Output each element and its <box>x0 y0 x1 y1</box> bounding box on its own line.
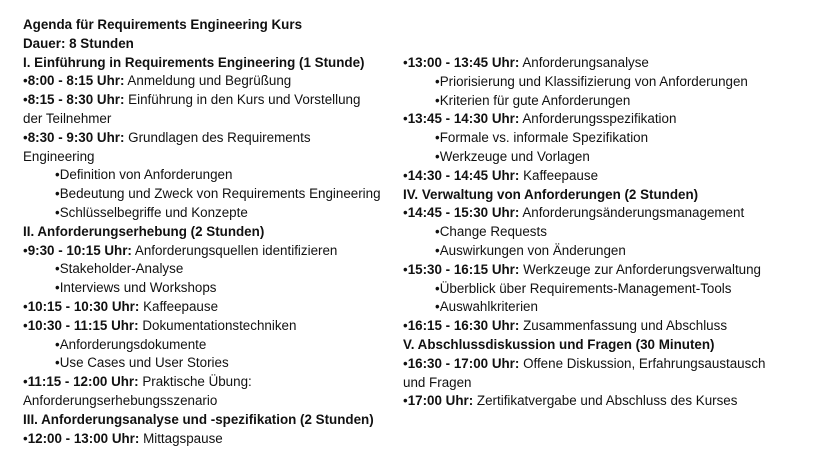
agenda-description: Dokumentationstechniken <box>138 317 297 333</box>
agenda-description: Werkzeuge zur Anforderungsverwaltung <box>519 261 762 277</box>
agenda-item <box>23 242 401 261</box>
agenda-time: 8:15 - 8:30 Uhr: <box>27 92 125 108</box>
agenda-item <box>403 317 807 336</box>
agenda-description: Kaffeepause <box>519 167 599 183</box>
agenda-subitem-text: Use Cases und User Stories <box>59 355 229 371</box>
agenda-subitem-text: Auswirkungen von Änderungen <box>439 242 626 258</box>
agenda-subitem-text: Werkzeuge und Vorlagen <box>439 148 590 164</box>
agenda-continuation: der Teilnehmer <box>23 110 112 126</box>
agenda-item <box>403 355 807 374</box>
agenda-time: 8:00 - 8:15 Uhr: <box>27 73 125 89</box>
agenda-subitem-text: Kriterien für gute Anforderungen <box>439 92 631 108</box>
agenda-item <box>23 298 401 317</box>
agenda-subitem-text: Definition von Anforderungen <box>59 167 233 183</box>
agenda-subitem-text: Stakeholder-Analyse <box>59 261 184 277</box>
agenda-subitem-text: Auswahlkriterien <box>439 299 538 315</box>
agenda-description: Kaffeepause <box>139 298 219 314</box>
agenda-time: 11:15 - 12:00 Uhr: <box>27 374 139 390</box>
agenda-description: Zusammenfassung und Abschluss <box>519 318 728 334</box>
agenda-item <box>403 392 807 411</box>
agenda-continuation: Engineering <box>23 148 95 164</box>
agenda-time: 14:45 - 15:30 Uhr: <box>407 205 520 221</box>
agenda-item <box>403 204 807 223</box>
agenda-continuation: und Fragen <box>403 374 472 390</box>
agenda-subitem <box>23 354 401 373</box>
agenda-description: Offene Diskussion, Erfahrungsaustausch <box>519 355 766 371</box>
agenda-time: 17:00 Uhr: <box>407 393 474 409</box>
agenda-subitem <box>403 242 807 261</box>
left-column <box>23 16 401 448</box>
agenda-description: Anmeldung und Begrüßung <box>124 73 292 89</box>
agenda-subitem <box>403 148 807 167</box>
agenda-subitem <box>403 129 807 148</box>
agenda-description: Grundlagen des Requirements <box>124 129 311 145</box>
section-heading: I. Einführung in Requirements Engineering (1 Stunde) <box>23 54 365 70</box>
agenda-subitem <box>23 336 401 355</box>
agenda-time: 8:30 - 9:30 Uhr: <box>27 129 125 145</box>
agenda-description: Zertifikatvergabe und Abschluss des Kurses <box>473 393 738 409</box>
right-column <box>403 54 807 411</box>
agenda-time: 9:30 - 10:15 Uhr: <box>27 242 132 258</box>
agenda-description: Einführung in den Kurs und Vorstellung <box>124 92 361 108</box>
agenda-time: 10:30 - 11:15 Uhr: <box>27 317 139 333</box>
agenda-time: 15:30 - 16:15 Uhr: <box>407 261 520 277</box>
agenda-subitem-text: Überblick über Requirements-Management-Tools <box>439 280 732 296</box>
agenda-item <box>23 129 401 148</box>
agenda-subitem <box>403 280 807 299</box>
agenda-subitem-text: Change Requests <box>439 224 547 240</box>
agenda-subitem <box>23 279 401 298</box>
agenda-item <box>23 91 401 110</box>
agenda-description: Mittagspause <box>139 430 223 446</box>
agenda-item <box>403 167 807 186</box>
agenda-subitem-text: Schlüsselbegriffe und Konzepte <box>59 204 248 220</box>
agenda-item <box>23 373 401 392</box>
agenda-time: 16:30 - 17:00 Uhr: <box>407 355 520 371</box>
agenda-item <box>23 72 401 91</box>
agenda-description: Anforderungsspezifikation <box>519 111 677 127</box>
agenda-item <box>23 430 401 449</box>
agenda-subitem-text: Formale vs. informale Spezifikation <box>439 130 649 146</box>
agenda-subitem <box>403 92 807 111</box>
agenda-time: 10:15 - 10:30 Uhr: <box>27 298 140 314</box>
agenda-continuation: Anforderungserhebungsszenario <box>23 392 218 408</box>
document-title: Agenda für Requirements Engineering Kurs <box>23 17 303 32</box>
agenda-subitem <box>23 166 401 185</box>
agenda-subitem <box>23 204 401 223</box>
agenda-item <box>403 261 807 280</box>
agenda-item <box>23 317 401 336</box>
section-heading: IV. Verwaltung von Anforderungen (2 Stunden) <box>403 186 699 202</box>
agenda-subitem <box>23 260 401 279</box>
agenda-subitem <box>403 73 807 92</box>
agenda-subitem-text: Priorisierung und Klassifizierung von Anforderungen <box>439 73 748 89</box>
agenda-subitem <box>403 223 807 242</box>
agenda-description: Anforderungsquellen identifizieren <box>131 242 338 258</box>
agenda-time: 13:00 - 13:45 Uhr: <box>407 55 520 70</box>
agenda-description: Anforderungsänderungsmanagement <box>519 205 745 221</box>
right-agenda-list <box>403 54 807 411</box>
agenda-subitem-text: Interviews und Workshops <box>59 280 217 296</box>
agenda-time: 16:15 - 16:30 Uhr: <box>407 318 520 334</box>
agenda-subitem <box>23 185 401 204</box>
agenda-subitem <box>403 298 807 317</box>
agenda-item <box>403 54 807 73</box>
agenda-time: 13:45 - 14:30 Uhr: <box>407 111 520 127</box>
agenda-time: 14:30 - 14:45 Uhr: <box>407 167 520 183</box>
document-duration: Dauer: 8 Stunden <box>23 35 134 51</box>
agenda-time: 12:00 - 13:00 Uhr: <box>27 430 140 446</box>
left-agenda-list <box>23 54 401 449</box>
agenda-subitem-text: Bedeutung und Zweck von Requirements Engineering <box>59 186 381 202</box>
section-heading: III. Anforderungsanalyse und -spezifikation (2 Stunden) <box>23 411 374 427</box>
agenda-subitem-text: Anforderungsdokumente <box>59 336 207 352</box>
section-heading: II. Anforderungserhebung (2 Stunden) <box>23 223 265 239</box>
agenda-item <box>403 110 807 129</box>
agenda-description: Praktische Übung: <box>138 374 252 390</box>
agenda-description: Anforderungsanalyse <box>519 55 649 70</box>
section-heading: V. Abschlussdiskussion und Fragen (30 Minuten) <box>403 336 715 352</box>
